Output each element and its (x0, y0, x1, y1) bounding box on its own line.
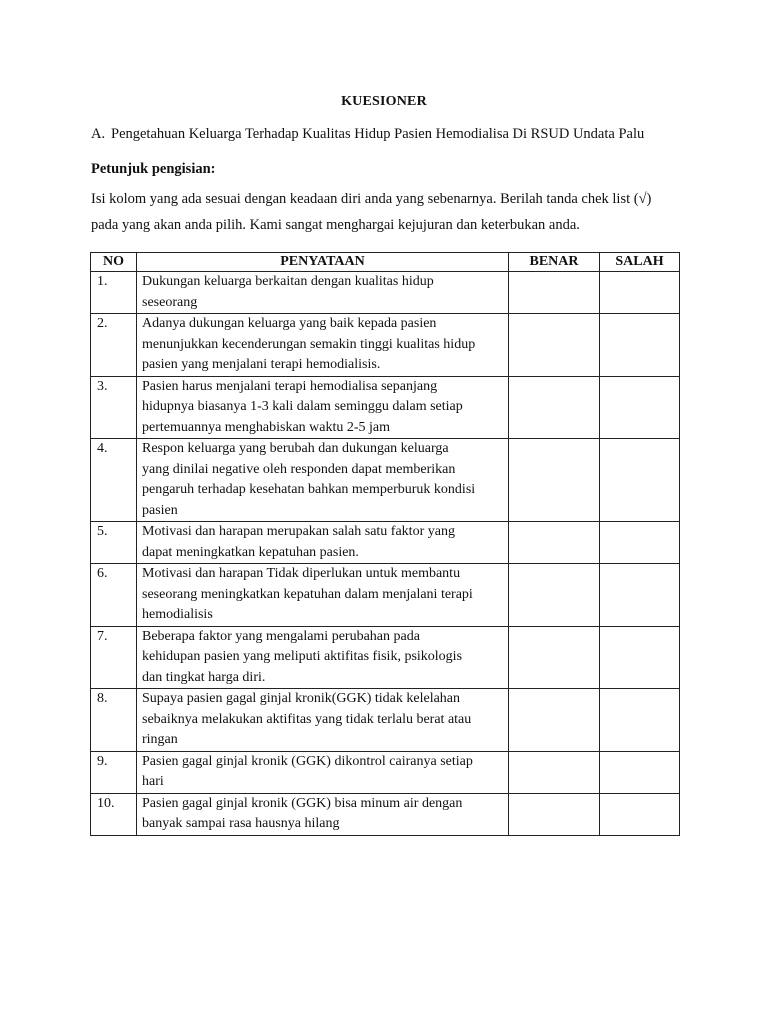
answer-false-cell[interactable] (600, 793, 680, 835)
header-false: SALAH (600, 253, 680, 272)
statement-line: seseorang meningkatkan kepatuhan dalam menjalani terapi (142, 586, 473, 602)
answer-false-cell[interactable] (600, 272, 680, 314)
row-number: 4. (91, 439, 137, 522)
instructions-title: Petunjuk pengisian: (91, 161, 216, 177)
table-row (91, 751, 680, 793)
header-true: BENAR (509, 253, 600, 272)
answer-true-cell[interactable] (509, 314, 600, 377)
statement-line: Pasien gagal ginjal kronik (GGK) bisa minum air dengan (142, 795, 463, 811)
statement-line: pertemuannya menghabiskan waktu 2-5 jam (142, 419, 391, 435)
section-letter: A. (91, 126, 106, 142)
answer-true-cell[interactable] (509, 689, 600, 752)
answer-false-cell[interactable] (600, 522, 680, 564)
row-statement (137, 272, 509, 314)
answer-true-cell[interactable] (509, 376, 600, 439)
table-row (91, 314, 680, 377)
statement-line: Dukungan keluarga berkaitan dengan kualitas hidup (142, 274, 434, 289)
answer-false-cell[interactable] (600, 376, 680, 439)
section-text: Pengetahuan Keluarga Terhadap Kualitas Hidup Pasien Hemodialisa Di RSUD Undata Palu (111, 126, 645, 142)
table-row (91, 626, 680, 689)
table-row (91, 793, 680, 835)
row-statement (137, 314, 509, 377)
table-row (91, 272, 680, 314)
statement-line: banyak sampai rasa hausnya hilang (142, 816, 340, 831)
answer-true-cell[interactable] (509, 439, 600, 522)
row-number: 5. (91, 522, 137, 564)
answer-false-cell[interactable] (600, 564, 680, 627)
row-number: 10. (91, 793, 137, 835)
table-row (91, 522, 680, 564)
statement-line: sebaiknya melakukan aktifitas yang tidak terlalu berat atau (142, 711, 472, 727)
statement-line: pasien (142, 502, 178, 518)
answer-false-cell[interactable] (600, 626, 680, 689)
page-title: KUESIONER (341, 94, 427, 109)
row-statement (137, 439, 509, 522)
row-statement (137, 564, 509, 627)
row-statement (137, 751, 509, 793)
instructions-text (91, 186, 691, 238)
statement-line: pengaruh terhadap kesehatan bahkan memperburuk kondisi (142, 482, 476, 497)
header-statement: PENYATAAN (137, 253, 509, 272)
row-number: 2. (91, 314, 137, 377)
answer-true-cell[interactable] (509, 522, 600, 564)
statement-line: kehidupan pasien yang meliputi aktifitas fisik, psikologis (142, 649, 463, 664)
answer-true-cell[interactable] (509, 272, 600, 314)
answer-true-cell[interactable] (509, 751, 600, 793)
row-number: 6. (91, 564, 137, 627)
answer-false-cell[interactable] (600, 314, 680, 377)
statement-line: Motivasi dan harapan merupakan salah satu faktor yang (142, 524, 455, 539)
answer-false-cell[interactable] (600, 751, 680, 793)
statement-line: menunjukkan kecenderungan semakin tinggi kualitas hidup (142, 336, 476, 352)
statement-line: dan tingkat harga diri. (142, 669, 266, 685)
statement-line: pasien yang menjalani terapi hemodialisis. (142, 357, 381, 372)
row-statement (137, 522, 509, 564)
statement-line: Pasien harus menjalani terapi hemodialisa sepanjang (142, 378, 438, 394)
row-number: 7. (91, 626, 137, 689)
answer-true-cell[interactable] (509, 564, 600, 627)
table-row (91, 689, 680, 752)
row-number: 9. (91, 751, 137, 793)
statement-line: Motivasi dan harapan Tidak diperlukan untuk membantu (142, 566, 461, 581)
answer-true-cell[interactable] (509, 626, 600, 689)
questionnaire-table (90, 252, 680, 836)
instructions-line-2: pada yang akan anda pilih. Kami sangat menghargai kejujuran dan keterbukan anda. (91, 217, 580, 233)
row-number: 8. (91, 689, 137, 752)
table-header-row (91, 253, 680, 272)
statement-line: hidupnya biasanya 1-3 kali dalam seminggu dalam setiap (142, 399, 463, 414)
statement-line: Respon keluarga yang berubah dan dukungan keluarga (142, 441, 449, 456)
row-statement (137, 793, 509, 835)
row-statement (137, 626, 509, 689)
statement-line: Supaya pasien gagal ginjal kronik(GGK) tidak kelelahan (142, 691, 461, 706)
section-heading (91, 126, 711, 143)
table-row (91, 564, 680, 627)
statement-line: Adanya dukungan keluarga yang baik kepada pasien (142, 316, 437, 331)
statement-line: hari (142, 774, 164, 789)
row-statement (137, 376, 509, 439)
instructions-line-1: Isi kolom yang ada sesuai dengan keadaan diri anda yang sebenarnya. Berilah tanda chek list (√) (91, 191, 652, 207)
row-number: 3. (91, 376, 137, 439)
statement-line: seseorang (142, 294, 198, 310)
statement-line: hemodialisis (142, 607, 213, 622)
header-no: NO (91, 253, 137, 272)
statement-line: dapat meningkatkan kepatuhan pasien. (142, 544, 359, 560)
statement-line: Pasien gagal ginjal kronik (GGK) dikontrol cairanya setiap (142, 753, 473, 769)
table-body (91, 272, 680, 836)
statement-line: Beberapa faktor yang mengalami perubahan pada (142, 628, 420, 644)
row-statement (137, 689, 509, 752)
answer-false-cell[interactable] (600, 689, 680, 752)
answer-true-cell[interactable] (509, 793, 600, 835)
statement-line: ringan (142, 732, 178, 747)
answer-false-cell[interactable] (600, 439, 680, 522)
table-row (91, 376, 680, 439)
statement-line: yang dinilai negative oleh responden dapat memberikan (142, 461, 456, 477)
row-number: 1. (91, 272, 137, 314)
table-row (91, 439, 680, 522)
